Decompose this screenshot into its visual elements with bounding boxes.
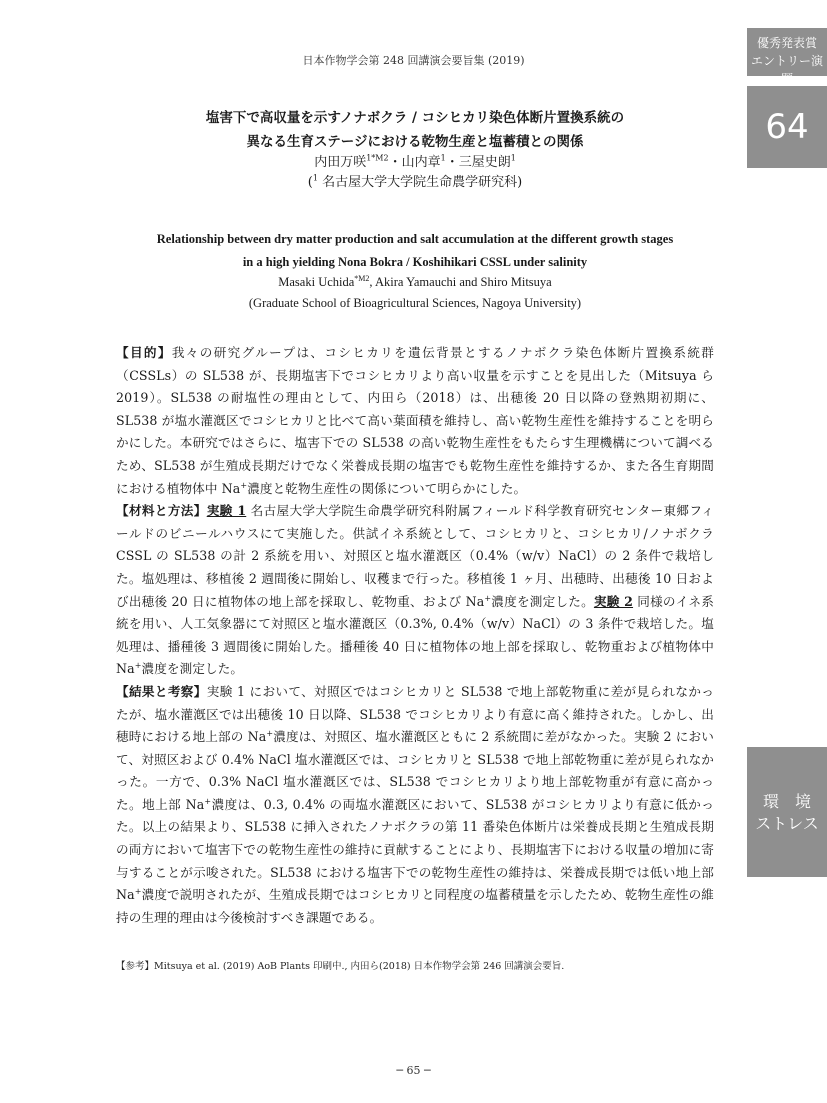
- methods-sup-1: +: [484, 593, 492, 603]
- english-affiliation: (Graduate School of Bioagricultural Sciences, Nagoya University): [248, 296, 582, 310]
- results-sup-2: +: [204, 796, 212, 806]
- category-tab: [747, 747, 827, 877]
- experiment-2-label: 実験 2: [593, 593, 634, 609]
- author-2-mark: 1: [440, 153, 446, 163]
- results-text-2: 濃度は、対照区、塩水灌漑区ともに 2 系統間に差がなかった。実験 2 において、対照区および 0.4% NaCl 塩水灌漑区では、コシヒカリと SL538 で地上部乾物重に差が見られなかった。一方で、0.3% NaCl 塩水灌漑区では、SL538 でコシヒカリより地上部乾物重が有意に高かった。地上部 Na: [116, 729, 714, 812]
- author-1-mark: 1*M2: [366, 153, 389, 163]
- references-heading: 【参考】: [116, 961, 155, 972]
- award-entry-line1: 優秀発表賞: [756, 36, 817, 50]
- experiment-1-label: 実験 1: [206, 503, 247, 519]
- methods-heading: 【材料と方法】: [116, 503, 207, 519]
- references: [116, 960, 716, 974]
- results-text-1: 実験 1 において、対照区ではコシヒカリと SL538 で地上部乾物重に差が見られなかったが、塩水灌漑区では出穂後 10 日以降、SL538 でコシヒカリより有意に高く維持された。しかし、出穂時における地上部の Na: [116, 683, 715, 745]
- purpose-paragraph: [116, 342, 714, 500]
- proceedings-header: 日本作物学会第 248 回講演会要旨集 (2019): [302, 54, 525, 67]
- methods-sup-2: +: [134, 661, 142, 671]
- english-title-line2: in a high yielding Nona Bokra / Koshihikari CSSL under salinity: [242, 255, 588, 269]
- award-entry-line2: エントリー演題: [750, 54, 823, 86]
- methods-paragraph: [116, 500, 714, 681]
- purpose-text: 我々の研究グループは、コシヒカリを遺伝背景とするノナボクラ染色体断片置換系統群（CSSLs）の SL538 が、長期塩害下でコシヒカリより高い収量を示すことを見出した（Mitsuya ら 2019）。SL538 の耐塩性の理由として、内田ら（2018）は、出穂後 20 日以降の登熟期初期に、SL538 が塩水灌漑区でコシヒカリと比べて高い葉面積を維持し、高い乾物生産性を維持することを明らかにした。本研究ではさらに、塩害下での SL538 の高い乾物生産性をもたらす生理機構について調べるため、SL538 が生殖成長期だけでなく栄養成長期の塩害でも乾物生産性を維持するか、また各生育期間における植物体中 Na: [116, 345, 714, 496]
- results-text-3: 濃度は、0.3, 0.4% の両塩水灌漑区において、SL538 がコシヒカリより有意に低かった。以上の結果より、SL538 に挿入されたノナボクラの第 11 番染色体断片は栄養成長期と生殖成長期の両方において塩害下での乾物生産性の維持に貢献することにより、長期塩害下における収量の増加に寄与することが示唆された。SL538 における塩害下での乾物生産性の維持は、栄養成長期では低い地上部 Na: [116, 796, 714, 903]
- affiliation-text: 名古屋大学大学院生命農学研究科): [317, 175, 523, 190]
- japanese-title-line2: 異なる生育ステージにおける乾物生産と塩蓄積との関係: [246, 134, 584, 150]
- english-author-list: [100, 272, 730, 293]
- affiliation-mark: 1: [312, 173, 318, 183]
- english-author-1-mark: *M2: [354, 273, 370, 283]
- page-number: ─ 65 ─: [396, 1064, 431, 1077]
- author-3-mark: 1: [510, 153, 516, 163]
- japanese-affiliation: [150, 173, 680, 193]
- methods-text-1b: 濃度を測定した。: [491, 593, 594, 609]
- abstract-number-tab: 64: [747, 86, 827, 168]
- english-author-1: Masaki Uchida: [278, 275, 355, 289]
- author-3: ・三屋史朗: [445, 155, 511, 170]
- author-2: ・山内章: [388, 155, 441, 170]
- japanese-author-list: [150, 153, 680, 173]
- purpose-sup: +: [240, 480, 248, 490]
- results-paragraph: [116, 681, 714, 930]
- results-sup-3: +: [134, 887, 142, 897]
- category-line2: ストレス: [755, 814, 819, 833]
- abstract-body: [116, 342, 714, 929]
- english-title-line1: Relationship between dry matter production and salt accumulation at the different growth stages: [156, 232, 674, 246]
- japanese-title-line1: 塩害下で高収量を示すノナボクラ / コシヒカリ染色体断片置換系統の: [205, 110, 625, 126]
- purpose-text-end: 濃度と乾物生産性の関係について明らかにした。: [247, 480, 527, 496]
- purpose-heading: 【目的】: [116, 345, 172, 360]
- methods-text-2: 同様のイネ系統を用い、人工気象器にて対照区と塩水灌漑区（0.3%, 0.4%（w/v）NaCl）の 3 条件で栽培した。塩処理は、播種後 3 週間後に開始した。播種後 40 日に植物体の地上部を採取し、乾物重および植物体中 Na: [116, 593, 714, 677]
- english-title: [100, 228, 730, 274]
- results-heading: 【結果と考察】: [116, 683, 207, 699]
- english-author-rest: , Akira Yamauchi and Shiro Mitsuya: [369, 275, 552, 289]
- japanese-authors: [150, 153, 680, 193]
- methods-text-1: 名古屋大学大学院生命農学研究科附属フィールド科学教育研究センター東郷フィールドのビニールハウスにて実施した。供試イネ系統として、コシヒカリと、コシヒカリ/ノナボクラ CSSL の SL538 の計 2 系統を用い、対照区と塩水灌漑区（0.4%（w/v）NaCl）の 2 条件で栽培した。塩処理は、移植後 2 週間後に開始し、収穫まで行った。移植後 1 ヶ月、出穂時、出穂後 10 日および出穂後 20 日に植物体の地上部を採取し、乾物重、および Na: [116, 503, 714, 609]
- author-1: 内田万咲: [314, 155, 367, 170]
- results-sup-1: +: [266, 728, 274, 738]
- category-line1: 環 境: [762, 792, 811, 811]
- references-text: Mitsuya et al. (2019) AoB Plants 印刷中., 内田ら(2018) 日本作物学会第 246 回講演会要旨.: [154, 961, 565, 972]
- results-text-4: 濃度で説明されたが、生殖成長期ではコシヒカリと同程度の塩蓄積量を示したため、乾物生産性の維持の生理的理由は今後検討すべき課題である。: [116, 887, 714, 925]
- english-authors: [100, 272, 730, 314]
- methods-text-2b: 濃度を測定した。: [141, 661, 244, 677]
- award-entry-tab: [747, 28, 827, 86]
- affiliation-open: (: [307, 175, 313, 190]
- japanese-title: [150, 106, 680, 154]
